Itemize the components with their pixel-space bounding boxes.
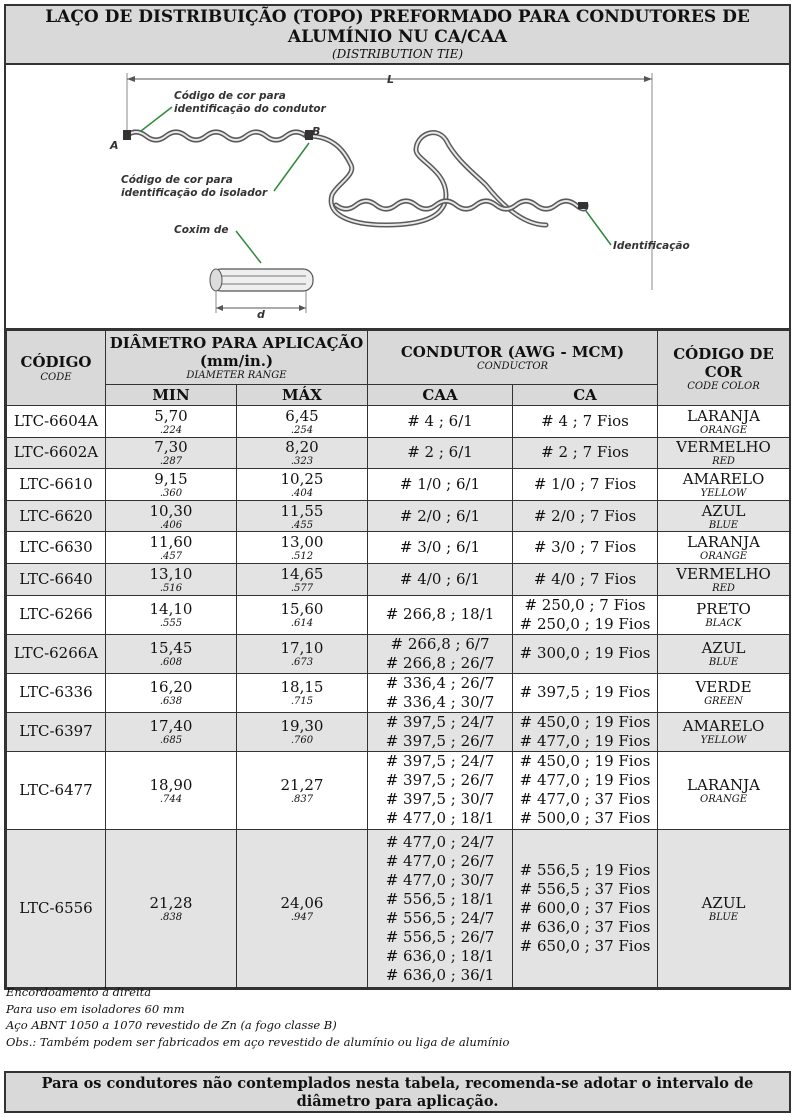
table-row <box>7 437 790 469</box>
code-value: LTC-6397 <box>19 722 93 741</box>
label-d: d <box>257 308 265 321</box>
table-row <box>7 406 790 438</box>
cell-caa <box>368 406 513 438</box>
ca-value: # 4/0 ; 7 Fios <box>533 569 637 588</box>
caa-value: # 556,5 ; 18/1 <box>385 889 495 908</box>
table-row <box>7 830 790 988</box>
cell-color <box>658 634 790 673</box>
color-name-en: ORANGE <box>700 551 747 563</box>
max-mm: 10,25 <box>280 469 324 488</box>
min-mm: 18,90 <box>149 775 193 794</box>
cell-code <box>7 563 106 595</box>
table-row <box>7 634 790 673</box>
table-row <box>7 712 790 751</box>
cell-caa <box>368 532 513 564</box>
caa-value: # 556,5 ; 24/7 <box>385 908 495 927</box>
max-mm: 18,15 <box>280 678 324 697</box>
ca-value: # 2/0 ; 7 Fios <box>533 506 637 525</box>
cell-ca <box>513 673 658 712</box>
cell-max <box>237 563 368 595</box>
cell-caa <box>368 469 513 501</box>
cell-color <box>658 595 790 634</box>
min-mm: 21,28 <box>149 894 193 913</box>
color-name-en: GREEN <box>704 696 743 708</box>
header-conductor: CONDUTOR (AWG - MCM) CONDUCTOR <box>368 331 658 385</box>
color-name: AZUL <box>701 501 746 520</box>
callout-insulator-2: identificação do isolador <box>121 187 268 199</box>
header-diameter: DIÂMETRO PARA APLICAÇÃO (mm/in.) DIAMETER RANGE <box>106 331 368 385</box>
table-row <box>7 563 790 595</box>
min-in: .685 <box>159 735 183 747</box>
cell-code <box>7 634 106 673</box>
color-name: AZUL <box>701 894 746 913</box>
cell-min <box>106 751 237 830</box>
caa-value: # 477,0 ; 24/7 <box>385 832 495 851</box>
max-in: .947 <box>290 912 314 924</box>
header-color: CÓDIGO DE COR CODE COLOR <box>658 331 790 406</box>
table-row <box>7 751 790 830</box>
color-name-en: ORANGE <box>700 793 747 805</box>
max-mm: 14,65 <box>280 564 324 583</box>
max-mm: 8,20 <box>285 438 319 457</box>
title-box <box>6 6 789 65</box>
spec-sheet <box>4 4 791 990</box>
cell-max <box>237 712 368 751</box>
cell-caa <box>368 500 513 532</box>
min-in: .457 <box>159 551 183 563</box>
page-title: LAÇO DE DISTRIBUIÇÃO (TOPO) PREFORMADO PARA CONDUTORES DE ALUMÍNIO NU CA/CAA <box>45 7 750 47</box>
cell-ca <box>513 469 658 501</box>
header-min: MIN <box>106 385 237 406</box>
callout-insulator-1: Código de cor para <box>121 174 233 186</box>
code-value: LTC-6610 <box>19 474 93 493</box>
color-name-en: ORANGE <box>700 424 747 436</box>
max-mm: 6,45 <box>285 406 319 425</box>
code-value: LTC-6336 <box>19 683 93 702</box>
cell-code <box>7 437 106 469</box>
color-name: VERMELHO <box>676 564 771 583</box>
ca-value: # 2 ; 7 Fios <box>541 443 629 462</box>
code-value: LTC-6604A <box>13 411 99 430</box>
cell-max <box>237 595 368 634</box>
ca-value: # 556,5 ; 37 Fios <box>519 880 651 899</box>
color-name-en: RED <box>712 582 735 594</box>
caa-value: # 266,8 ; 18/1 <box>385 605 495 624</box>
cell-min <box>106 406 237 438</box>
cell-code <box>7 595 106 634</box>
cell-max <box>237 469 368 501</box>
caa-value: # 397,5 ; 26/7 <box>385 731 495 750</box>
color-name-en: BLUE <box>708 519 739 531</box>
cell-caa <box>368 673 513 712</box>
label-L: L <box>387 73 395 86</box>
min-mm: 13,10 <box>149 564 193 583</box>
caa-value: # 397,5 ; 26/7 <box>385 771 495 790</box>
spec-table <box>6 330 790 988</box>
color-name-en: BLUE <box>708 912 739 924</box>
cell-min <box>106 673 237 712</box>
cell-max <box>237 673 368 712</box>
ca-value: # 477,0 ; 37 Fios <box>519 790 651 809</box>
cell-color <box>658 563 790 595</box>
caa-value: # 636,0 ; 18/1 <box>385 946 495 965</box>
max-mm: 21,27 <box>280 775 324 794</box>
cell-ca <box>513 406 658 438</box>
ca-value: # 477,0 ; 19 Fios <box>519 731 651 750</box>
color-name-en: RED <box>712 456 735 468</box>
cell-color <box>658 712 790 751</box>
caa-value: # 336,4 ; 26/7 <box>385 673 495 692</box>
min-mm: 17,40 <box>149 717 193 736</box>
caa-value: # 397,5 ; 24/7 <box>385 752 495 771</box>
cell-ca <box>513 563 658 595</box>
notes <box>6 984 509 1050</box>
code-value: LTC-6620 <box>19 506 93 525</box>
ca-value: # 250,0 ; 19 Fios <box>519 614 651 633</box>
max-in: .254 <box>290 424 314 436</box>
table-row <box>7 532 790 564</box>
code-value: LTC-6630 <box>19 538 93 557</box>
distribution-tie-drawing <box>6 65 789 328</box>
cell-ca <box>513 712 658 751</box>
max-in: .512 <box>290 551 314 563</box>
cell-color <box>658 469 790 501</box>
caa-value: # 266,8 ; 26/7 <box>385 653 495 672</box>
table-row <box>7 673 790 712</box>
min-mm: 9,15 <box>154 469 188 488</box>
color-name: AMARELO <box>682 469 765 488</box>
cell-code <box>7 469 106 501</box>
min-in: .287 <box>159 456 183 468</box>
min-in: .360 <box>159 487 183 499</box>
min-mm: 16,20 <box>149 678 193 697</box>
ca-value: # 250,0 ; 7 Fios <box>524 595 646 614</box>
caa-value: # 2 ; 6/1 <box>407 443 473 462</box>
caa-value: # 266,8 ; 6/7 <box>390 634 490 653</box>
code-value: LTC-6640 <box>19 569 93 588</box>
cell-max <box>237 406 368 438</box>
min-mm: 10,30 <box>149 501 193 520</box>
caa-value: # 477,0 ; 18/1 <box>385 809 495 828</box>
cell-color <box>658 406 790 438</box>
cell-max <box>237 532 368 564</box>
max-in: .455 <box>290 519 314 531</box>
color-name: PRETO <box>696 600 751 619</box>
min-in: .516 <box>159 582 183 594</box>
cell-caa <box>368 437 513 469</box>
cell-min <box>106 595 237 634</box>
cell-ca <box>513 830 658 988</box>
cell-color <box>658 437 790 469</box>
code-value: LTC-6266A <box>13 644 99 663</box>
cell-code <box>7 500 106 532</box>
min-mm: 5,70 <box>154 406 188 425</box>
cell-ca <box>513 437 658 469</box>
caa-value: # 4/0 ; 6/1 <box>399 569 481 588</box>
max-mm: 11,55 <box>280 501 324 520</box>
callout-coxim: Coxim de <box>174 224 229 236</box>
color-name: LARANJA <box>687 406 760 425</box>
color-name: VERDE <box>695 678 752 697</box>
max-in: .577 <box>290 582 314 594</box>
min-in: .608 <box>159 657 183 669</box>
code-value: LTC-6602A <box>13 443 99 462</box>
cell-caa <box>368 563 513 595</box>
color-name: LARANJA <box>687 775 760 794</box>
header-ca: CA <box>513 385 658 406</box>
table-row <box>7 595 790 634</box>
caa-value: # 397,5 ; 24/7 <box>385 712 495 731</box>
ca-value: # 300,0 ; 19 Fios <box>519 644 651 663</box>
max-mm: 19,30 <box>280 717 324 736</box>
color-name: LARANJA <box>687 533 760 552</box>
table-row <box>7 469 790 501</box>
caa-value: # 336,4 ; 30/7 <box>385 692 495 711</box>
cell-min <box>106 532 237 564</box>
ca-value: # 636,0 ; 37 Fios <box>519 918 651 937</box>
cell-min <box>106 437 237 469</box>
min-mm: 14,10 <box>149 600 193 619</box>
ca-value: # 500,0 ; 37 Fios <box>519 809 651 828</box>
min-in: .224 <box>159 424 183 436</box>
cell-color <box>658 532 790 564</box>
code-value: LTC-6266 <box>19 605 93 624</box>
cell-code <box>7 712 106 751</box>
max-mm: 24,06 <box>280 894 324 913</box>
cell-min <box>106 469 237 501</box>
table-row <box>7 500 790 532</box>
cell-caa <box>368 751 513 830</box>
max-in: .760 <box>290 735 314 747</box>
min-mm: 11,60 <box>149 533 193 552</box>
cell-ca <box>513 751 658 830</box>
cell-code <box>7 751 106 830</box>
header-max: MÁX <box>237 385 368 406</box>
cell-min <box>106 500 237 532</box>
max-in: .715 <box>290 696 314 708</box>
min-in: .555 <box>159 618 183 630</box>
color-name: AMARELO <box>682 717 765 736</box>
max-in: .404 <box>290 487 314 499</box>
header-caa: CAA <box>368 385 513 406</box>
callout-conductor-1: Código de cor para <box>174 90 286 102</box>
color-name-en: BLACK <box>705 618 742 630</box>
cell-max <box>237 830 368 988</box>
note-item: Aço ABNT 1050 a 1070 revestido de Zn (a fogo classe B) <box>6 1018 337 1032</box>
label-B: B <box>312 125 321 138</box>
min-in: .838 <box>159 912 183 924</box>
cell-ca <box>513 500 658 532</box>
caa-value: # 477,0 ; 26/7 <box>385 851 495 870</box>
header-code: CÓDIGO CODE <box>7 331 106 406</box>
cell-ca <box>513 532 658 564</box>
color-name: AZUL <box>701 639 746 658</box>
footer-note: Para os condutores não contemplados nesta tabela, recomenda-se adotar o intervalo de diâmetro para aplicação. <box>4 1071 791 1113</box>
color-name-en: BLUE <box>708 657 739 669</box>
page-subtitle: (DISTRIBUTION TIE) <box>331 47 464 61</box>
cell-code <box>7 406 106 438</box>
cell-color <box>658 500 790 532</box>
caa-value: # 3/0 ; 6/1 <box>399 538 481 557</box>
ca-value: # 4 ; 7 Fios <box>541 411 629 430</box>
product-diagram <box>6 65 789 330</box>
cell-ca <box>513 634 658 673</box>
code-value: LTC-6556 <box>19 899 93 918</box>
caa-value: # 556,5 ; 26/7 <box>385 927 495 946</box>
ca-value: # 477,0 ; 19 Fios <box>519 771 651 790</box>
cell-ca <box>513 595 658 634</box>
cell-code <box>7 830 106 988</box>
ca-value: # 397,5 ; 19 Fios <box>519 683 651 702</box>
cell-min <box>106 830 237 988</box>
ca-value: # 1/0 ; 7 Fios <box>533 474 637 493</box>
max-mm: 17,10 <box>280 639 324 658</box>
note-item: Para uso em isoladores 60 mm <box>6 1001 185 1016</box>
cell-caa <box>368 595 513 634</box>
cell-color <box>658 673 790 712</box>
callout-conductor-2: identificação do condutor <box>174 103 326 115</box>
min-mm: 15,45 <box>149 639 193 658</box>
cell-color <box>658 751 790 830</box>
ca-value: # 3/0 ; 7 Fios <box>533 538 637 557</box>
note-item: Encordoamento à direita <box>6 985 152 999</box>
caa-value: # 477,0 ; 30/7 <box>385 870 495 889</box>
ca-value: # 556,5 ; 19 Fios <box>519 861 651 880</box>
code-value: LTC-6477 <box>19 780 93 799</box>
cell-caa <box>368 634 513 673</box>
cell-caa <box>368 830 513 988</box>
label-A: A <box>110 139 119 152</box>
cell-caa <box>368 712 513 751</box>
callout-identification: Identificação <box>613 240 690 252</box>
cell-min <box>106 634 237 673</box>
ca-value: # 600,0 ; 37 Fios <box>519 899 651 918</box>
cell-code <box>7 532 106 564</box>
max-in: .323 <box>290 456 314 468</box>
spec-table-body <box>7 406 790 988</box>
max-mm: 15,60 <box>280 600 324 619</box>
max-in: .614 <box>290 618 314 630</box>
ca-value: # 450,0 ; 19 Fios <box>519 752 651 771</box>
caa-value: # 4 ; 6/1 <box>407 411 473 430</box>
cell-min <box>106 712 237 751</box>
max-mm: 13,00 <box>280 533 324 552</box>
color-name-en: YELLOW <box>700 735 747 747</box>
max-in: .837 <box>290 793 314 805</box>
min-in: .406 <box>159 519 183 531</box>
cell-color <box>658 830 790 988</box>
cell-max <box>237 751 368 830</box>
min-in: .744 <box>159 793 183 805</box>
caa-value: # 636,0 ; 36/1 <box>385 965 495 984</box>
cell-min <box>106 563 237 595</box>
cell-code <box>7 673 106 712</box>
color-name-en: YELLOW <box>700 487 747 499</box>
caa-value: # 2/0 ; 6/1 <box>399 506 481 525</box>
min-mm: 7,30 <box>154 438 188 457</box>
caa-value: # 1/0 ; 6/1 <box>399 474 481 493</box>
cell-max <box>237 634 368 673</box>
caa-value: # 397,5 ; 30/7 <box>385 790 495 809</box>
min-in: .638 <box>159 696 183 708</box>
color-name: VERMELHO <box>676 438 771 457</box>
max-in: .673 <box>290 657 314 669</box>
ca-value: # 650,0 ; 37 Fios <box>519 937 651 956</box>
ca-value: # 450,0 ; 19 Fios <box>519 712 651 731</box>
cell-max <box>237 437 368 469</box>
note-item: Obs.: Também podem ser fabricados em aço revestido de alumínio ou liga de alumínio <box>6 1034 510 1049</box>
cell-max <box>237 500 368 532</box>
